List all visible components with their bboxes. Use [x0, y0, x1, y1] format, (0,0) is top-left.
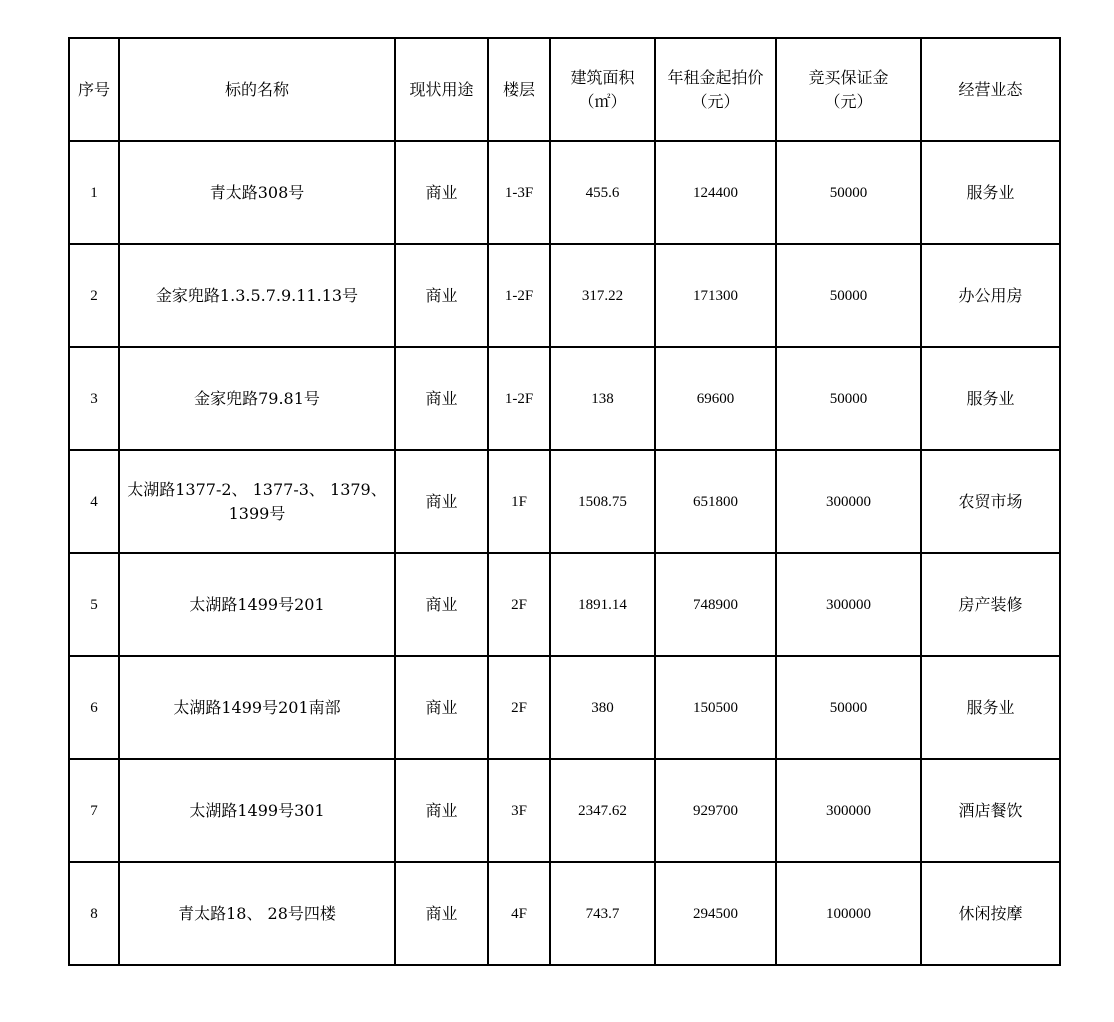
cell-name: 青太路18、 28号四楼: [119, 862, 395, 965]
cell-rent: 294500: [655, 862, 776, 965]
cell-rent: 748900: [655, 553, 776, 656]
cell-business: 服务业: [921, 656, 1060, 759]
cell-deposit: 300000: [776, 450, 921, 553]
cell-deposit: 100000: [776, 862, 921, 965]
cell-business: 房产装修: [921, 553, 1060, 656]
header-no: 序号: [69, 38, 119, 141]
cell-area: 138: [550, 347, 655, 450]
cell-deposit: 50000: [776, 347, 921, 450]
cell-floor: 1-3F: [488, 141, 550, 244]
auction-table: [68, 37, 1061, 966]
table-row: [69, 244, 1060, 347]
cell-floor: 3F: [488, 759, 550, 862]
cell-area: 2347.62: [550, 759, 655, 862]
cell-deposit: 300000: [776, 553, 921, 656]
cell-business: 酒店餐饮: [921, 759, 1060, 862]
cell-use: 商业: [395, 244, 488, 347]
cell-floor: 1-2F: [488, 347, 550, 450]
cell-name: 太湖路1499号201: [119, 553, 395, 656]
cell-rent: 69600: [655, 347, 776, 450]
cell-use: 商业: [395, 759, 488, 862]
header-rent: 年租金起拍价 （元）: [655, 38, 776, 141]
cell-rent: 929700: [655, 759, 776, 862]
cell-area: 1891.14: [550, 553, 655, 656]
header-deposit: 竞买保证金 （元）: [776, 38, 921, 141]
cell-no: 6: [69, 656, 119, 759]
cell-no: 5: [69, 553, 119, 656]
cell-business: 休闲按摩: [921, 862, 1060, 965]
table-row: [69, 553, 1060, 656]
header-row: [69, 38, 1060, 141]
cell-area: 317.22: [550, 244, 655, 347]
cell-name: 金家兜路1.3.5.7.9.11.13号: [119, 244, 395, 347]
cell-business: 服务业: [921, 347, 1060, 450]
cell-use: 商业: [395, 656, 488, 759]
header-name: 标的名称: [119, 38, 395, 141]
cell-name: 太湖路1499号201南部: [119, 656, 395, 759]
cell-use: 商业: [395, 450, 488, 553]
header-area: 建筑面积 （㎡）: [550, 38, 655, 141]
table-row: [69, 759, 1060, 862]
cell-no: 8: [69, 862, 119, 965]
table-row: [69, 347, 1060, 450]
cell-use: 商业: [395, 553, 488, 656]
cell-deposit: 300000: [776, 759, 921, 862]
cell-use: 商业: [395, 862, 488, 965]
cell-floor: 4F: [488, 862, 550, 965]
cell-no: 3: [69, 347, 119, 450]
cell-floor: 2F: [488, 656, 550, 759]
cell-no: 7: [69, 759, 119, 862]
cell-rent: 124400: [655, 141, 776, 244]
table-row: [69, 656, 1060, 759]
cell-no: 2: [69, 244, 119, 347]
cell-floor: 1-2F: [488, 244, 550, 347]
cell-business: 农贸市场: [921, 450, 1060, 553]
header-use: 现状用途: [395, 38, 488, 141]
cell-rent: 171300: [655, 244, 776, 347]
table-row: [69, 141, 1060, 244]
cell-business: 服务业: [921, 141, 1060, 244]
cell-deposit: 50000: [776, 656, 921, 759]
table-row: [69, 862, 1060, 965]
cell-use: 商业: [395, 347, 488, 450]
cell-floor: 1F: [488, 450, 550, 553]
header-business: 经营业态: [921, 38, 1060, 141]
cell-no: 1: [69, 141, 119, 244]
cell-area: 1508.75: [550, 450, 655, 553]
cell-area: 455.6: [550, 141, 655, 244]
cell-no: 4: [69, 450, 119, 553]
cell-use: 商业: [395, 141, 488, 244]
cell-name: 太湖路1499号301: [119, 759, 395, 862]
cell-area: 743.7: [550, 862, 655, 965]
header-floor: 楼层: [488, 38, 550, 141]
cell-deposit: 50000: [776, 244, 921, 347]
cell-rent: 150500: [655, 656, 776, 759]
cell-area: 380: [550, 656, 655, 759]
cell-deposit: 50000: [776, 141, 921, 244]
cell-name: 太湖路1377-2、 1377-3、 1379、 1399号: [119, 450, 395, 553]
cell-floor: 2F: [488, 553, 550, 656]
cell-name: 金家兜路79.81号: [119, 347, 395, 450]
cell-business: 办公用房: [921, 244, 1060, 347]
cell-name: 青太路308号: [119, 141, 395, 244]
cell-rent: 651800: [655, 450, 776, 553]
table-row: [69, 450, 1060, 553]
